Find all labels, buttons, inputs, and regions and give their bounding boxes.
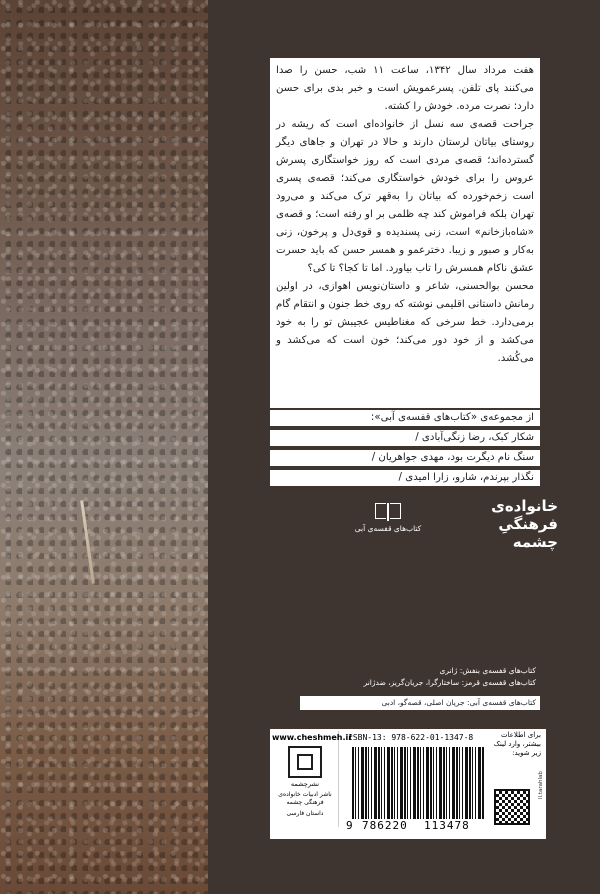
qr-code-icon[interactable] [494,789,530,825]
isbn-text: ISBN-13: 978-622-01-1347-8 [348,733,474,742]
publisher-caption: ناشر ادبیات خانواده‌ی فرهنگی چشمه [278,791,332,806]
cover-photo [0,0,208,894]
sprout-image [80,500,95,584]
barcode-block [344,731,490,835]
series-item: نگذار بپرندم، شارو، زارا امیدی / [270,470,540,486]
barcode-icon [352,747,484,819]
blurb-paragraph: جراحت قصه‌ی سه نسل از خانواده‌ای است که ریشه در روستای بیاتان لرستان دارند و حالا در تهران و جاهای دیگر گسترده‌اند؛ قصه‌ی مردی است که روز خواستگاری پسرش عروس را برای خودش خواستگاری می‌کند؛ قصه‌ی پسری است زخم‌خورده که بیاتان را به‌قهر ترک می‌کند و می‌رود تهران بلکه فراموش کند چه ظلمی بر او رفته است؛ و قصه‌ی «شاه‌بازخانم» است، زنی پسندیده و قوی‌دل و پرخون، زنی به‌کار و صبور و زیبا. دخترعمو و همسر حسن که باید حسرت عشق ناکام همسرش را تاب بیاورد. اما تا کجا؟ تا کی؟ [276,119,534,274]
publisher-logo-line: چشمه [512,533,558,551]
barcode-digit-group: 113478 [424,819,470,832]
open-book-icon [375,503,401,521]
designer-credit: ll.tarahlab [538,771,544,799]
blurb-paragraph: هفت مرداد سال ۱۳۴۲، ساعت ۱۱ شب، حسن را صدا می‌کنند پای تلفن. پسرعمویش است و خبر بدی برای حسن دارد: نصرت مرده. خودش را کشته. [276,65,534,112]
blue-series-mark [354,503,422,543]
series-heading: از مجموعه‌ی «کتاب‌های قفسه‌ی آبی»: [270,410,540,426]
blurb-paragraph: محسن بوالحسنی، شاعر و داستان‌نویس اهوازی، در اولین رمانش داستانی اقلیمی نوشته که روی خط جنون و انتقام گام برمی‌دارد. خط سرخی که مغناطیس عجیبش تو را به خود می‌کشد و از خود دور می‌کند؛ خون است که می‌کشد و می‌کُشد. [276,281,534,364]
publisher-emblem-icon [288,746,322,778]
publisher-website[interactable]: www.cheshmeh.ir [272,733,353,742]
blue-series-line: کتاب‌های قفسه‌ی آبی: جریان اصلی، قصه‌گو، ادبی [300,696,540,710]
back-cover-blurb [270,58,540,408]
publisher-logo-line: فرهنگیِ [498,515,558,533]
red-series-line: کتاب‌های قفسه‌ی قرمز: ساختارگرا، جریان‌گریز، ضدژانر [363,678,536,687]
publisher-caption: نشرچشمه [290,780,320,788]
publisher-logo-line: خانواده‌ی [491,497,558,515]
info-text: برای اطلاعات بیشتر، وارد لینک زیر شوید: [493,731,541,757]
blue-series-caption: کتاب‌های قفسه‌ی آبی [354,524,422,533]
publisher-logo [478,497,558,577]
publisher-block [272,731,353,827]
series-list [270,410,540,490]
barcode-digit: 9 [346,819,354,832]
series-item: سنگ نام دیگرت بود، مهدی جواهریان / [270,450,540,466]
series-item: شکار کبک، رضا زنگی‌آبادی / [270,430,540,446]
other-series-list [300,666,540,710]
barcode-digit-group: 786220 [362,819,408,832]
publisher-caption: داستان فارسی [286,810,324,817]
info-block [492,731,544,835]
purple-series-line: کتاب‌های قفسه‌ی بنفش: ژانری [439,666,536,675]
back-info-panel [270,729,546,839]
